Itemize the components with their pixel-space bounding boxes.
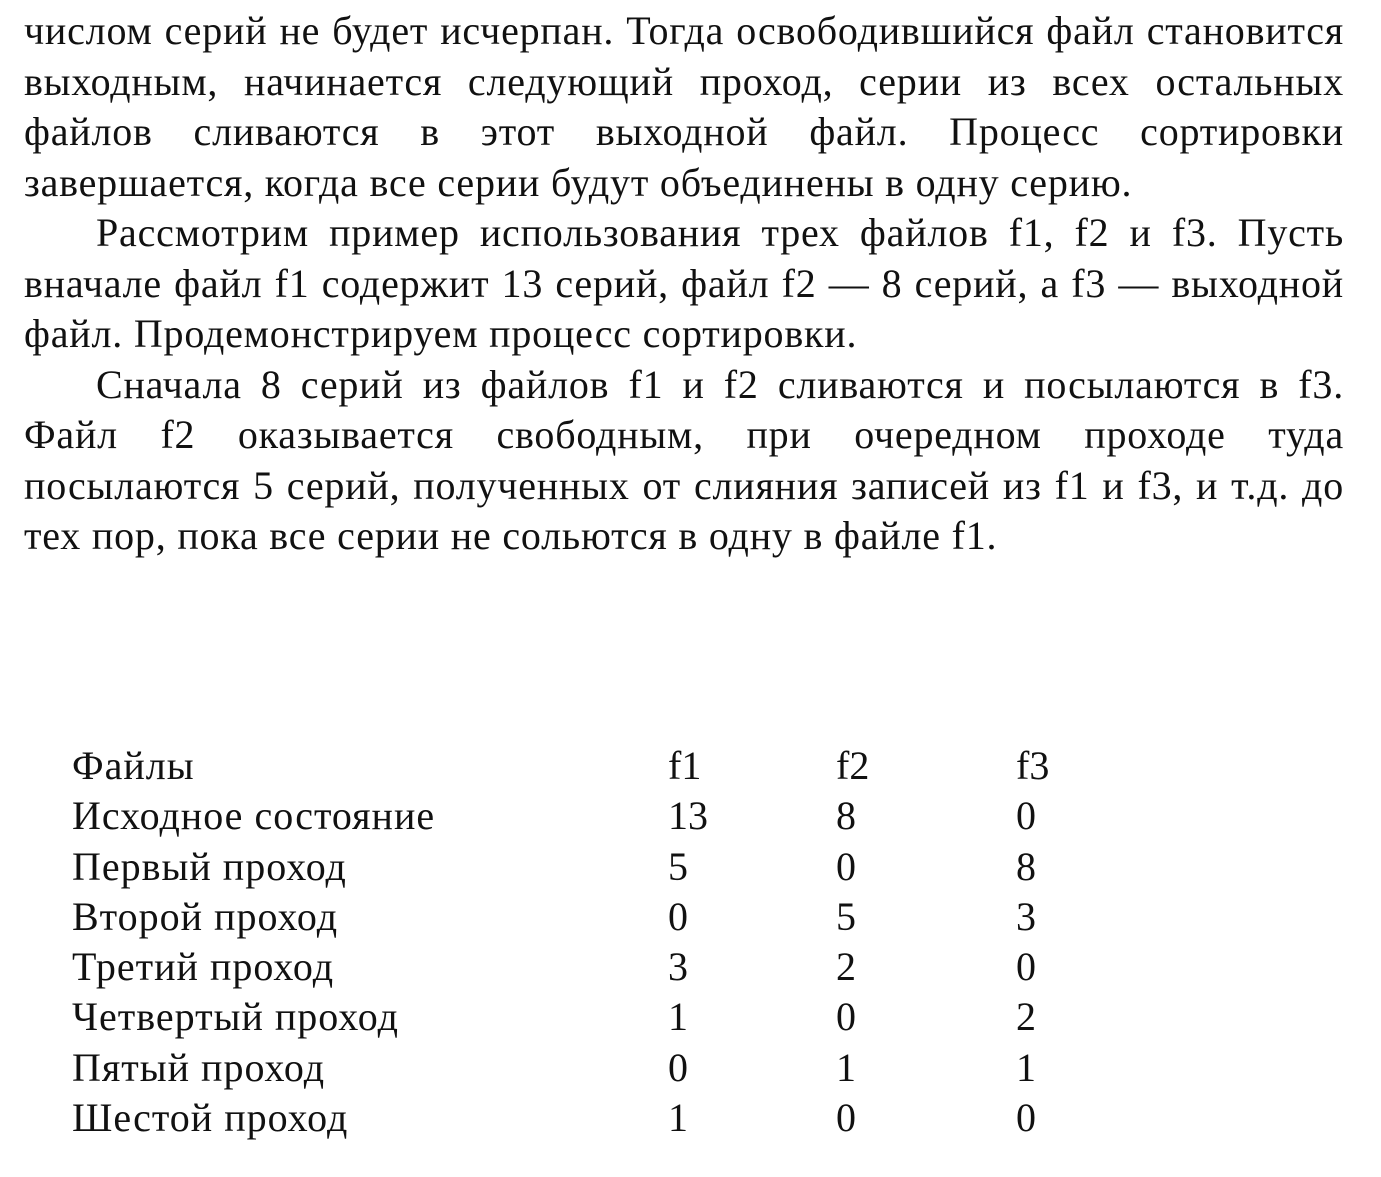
table-row — [72, 1093, 1096, 1143]
row-f1: 0 — [668, 1044, 688, 1090]
table-row — [72, 791, 1096, 841]
row-f2: 0 — [836, 1095, 856, 1141]
paragraph-process: Сначала 8 серий из файлов f1 и f2 сливаются и посылаются в f3. Файл f2 оказывается свободным, при очередном проходе туда посылаются 5 серий, полученных от слияния записей из f1 и f3, и т.д. до тех пор, пока все серии не сольются в одну в файле f1. — [24, 361, 1344, 558]
header-f3: f3 — [1016, 743, 1050, 788]
row-label: Третий проход — [72, 944, 335, 990]
row-label: Первый проход — [72, 843, 347, 889]
row-f3: 1 — [1016, 1044, 1036, 1090]
row-f1: 3 — [668, 944, 688, 990]
row-f2: 8 — [836, 793, 856, 839]
table-row — [72, 842, 1096, 892]
row-f3: 2 — [1016, 994, 1036, 1040]
row-f3: 0 — [1016, 793, 1036, 839]
row-f1: 13 — [668, 793, 708, 839]
row-f1: 1 — [668, 1095, 688, 1141]
document-page — [24, 6, 1344, 562]
header-label: Файлы — [72, 743, 195, 788]
table-row — [72, 942, 1096, 992]
row-label: Пятый проход — [72, 1044, 326, 1090]
table-row — [72, 892, 1096, 942]
row-label: Шестой проход — [72, 1095, 349, 1141]
row-f3: 3 — [1016, 893, 1036, 939]
row-f1: 0 — [668, 893, 688, 939]
row-f2: 0 — [836, 994, 856, 1040]
row-f2: 5 — [836, 893, 856, 939]
row-f2: 1 — [836, 1044, 856, 1090]
row-f1: 5 — [668, 843, 688, 889]
table-row — [72, 992, 1096, 1042]
row-f2: 0 — [836, 843, 856, 889]
row-label: Четвертый проход — [72, 994, 399, 1040]
table-header-row — [72, 741, 1096, 791]
header-f2: f2 — [836, 743, 870, 788]
row-f3: 0 — [1016, 1095, 1036, 1141]
row-f3: 8 — [1016, 843, 1036, 889]
row-f1: 1 — [668, 994, 688, 1040]
paragraph-continuation: числом серий не будет исчерпан. Тогда освободившийся файл становится выходным, начинается следующий проход, серии из всех остальных файлов сливаются в этот выходной файл. Процесс сортировки завершается, когда все серии будут объединены в одну серию. — [24, 8, 1344, 205]
row-f3: 0 — [1016, 944, 1036, 990]
row-label: Второй проход — [72, 893, 339, 939]
paragraph-example: Рассмотрим пример использования трех файлов f1, f2 и f3. Пусть вначале файл f1 содержит 13 серий, файл f2 — 8 серий, а f3 — выходной файл. Продемонстрируем процесс сортировки. — [24, 210, 1344, 356]
table-row — [72, 1043, 1096, 1093]
header-f1: f1 — [668, 743, 702, 788]
row-f2: 2 — [836, 944, 856, 990]
row-label: Исходное состояние — [72, 793, 436, 839]
passes-table — [72, 741, 1096, 1143]
